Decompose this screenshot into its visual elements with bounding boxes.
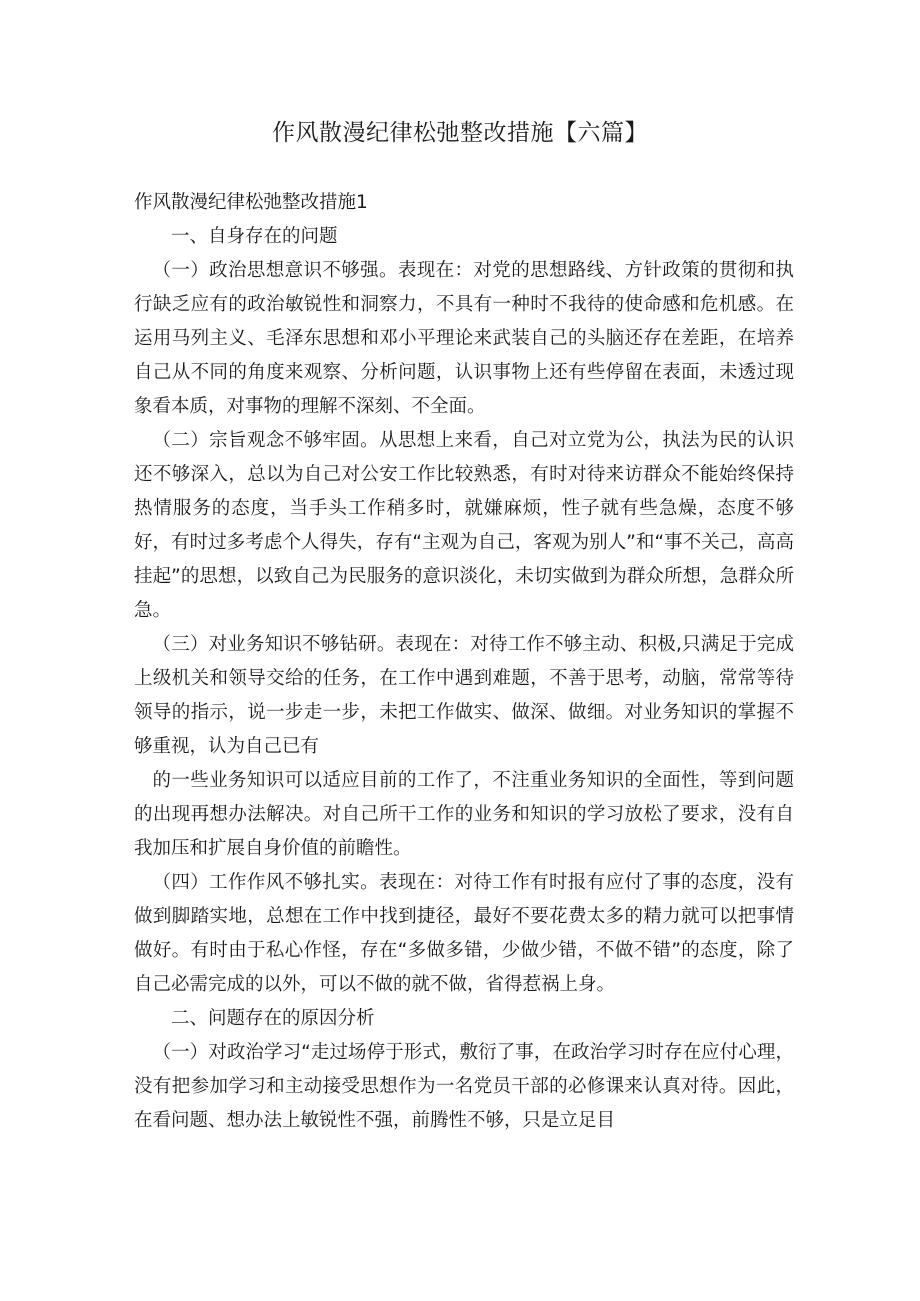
- section-heading-1: 一、自身存在的问题: [171, 226, 338, 247]
- document-title: 作风散漫纪律松弛整改措施【六篇】: [272, 120, 648, 146]
- paragraph-5: （一）对政治学习“走过场停于形式，敷衍了事，在政治学习时存在应付心理，没有把参加学习和主动接受思想作为一名党员干部的必修课来认真对待。因此，在看问题、想办法上敏锐性不强，前腾性不够，只是立足目: [134, 1042, 794, 1131]
- paragraph-2: （二）宗旨观念不够牢固。从思想上来看，自己对立党为公，执法为民的认识还不够深入，总以为自己对公安工作比较熟悉，有时对待来访群众不能始终保持热情服务的态度，当手头工作稍多时，就嫌麻烦，性子就有些急燥，态度不够好，有时过多考虑个人得失，存有“主观为自己，客观为别人”和“事不关己，高高挂起”的思想，以致自己为民服务的意识淡化，未切实做到为群众所想，急群众所急。: [134, 430, 794, 621]
- paragraph-1: （一）政治思想意识不够强。表现在：对党的思想路线、方针政策的贯彻和执行缺乏应有的政治敏锐性和洞察力，不具有一种时不我待的使命感和危机感。在运用马列主义、毛泽东思想和邓小平理论来武装自己的头脑还存在差距，在培养自己从不同的角度来观察、分析问题，认识事物上还有些停留在表面，未透过现象看本质，对事物的理解不深刻、不全面。: [134, 260, 794, 417]
- section-heading-2: 二、问题存在的原因分析: [171, 1008, 375, 1029]
- section-subtitle: 作风散漫纪律松弛整改措施1: [134, 192, 368, 213]
- paragraph-3-continued: 的一些业务知识可以适应目前的工作了，不注重业务知识的全面性，等到问题的出现再想办法解决。对自己所干工作的业务和知识的学习放松了要求，没有自我加压和扩展自身价值的前瞻性。: [134, 770, 794, 859]
- paragraph-3: （三）对业务知识不够钻研。表现在：对待工作不够主动、积极,只满足于完成上级机关和领导交给的任务，在工作中遇到难题，不善于思考，动脑，常常等待领导的指示，说一步走一步，未把工作做实、做深、做细。对业务知识的掌握不够重视，认为自己已有: [134, 634, 794, 757]
- document-body: [134, 186, 794, 1138]
- paragraph-4: （四）工作作风不够扎实。表现在：对待工作有时报有应付了事的态度，没有做到脚踏实地，总想在工作中找到捷径，最好不要花费太多的精力就可以把事情做好。有时由于私心作怪，存在“多做多错，少做少错，不做不错”的态度，除了自己必需完成的以外，可以不做的就不做，省得惹祸上身。: [134, 872, 794, 995]
